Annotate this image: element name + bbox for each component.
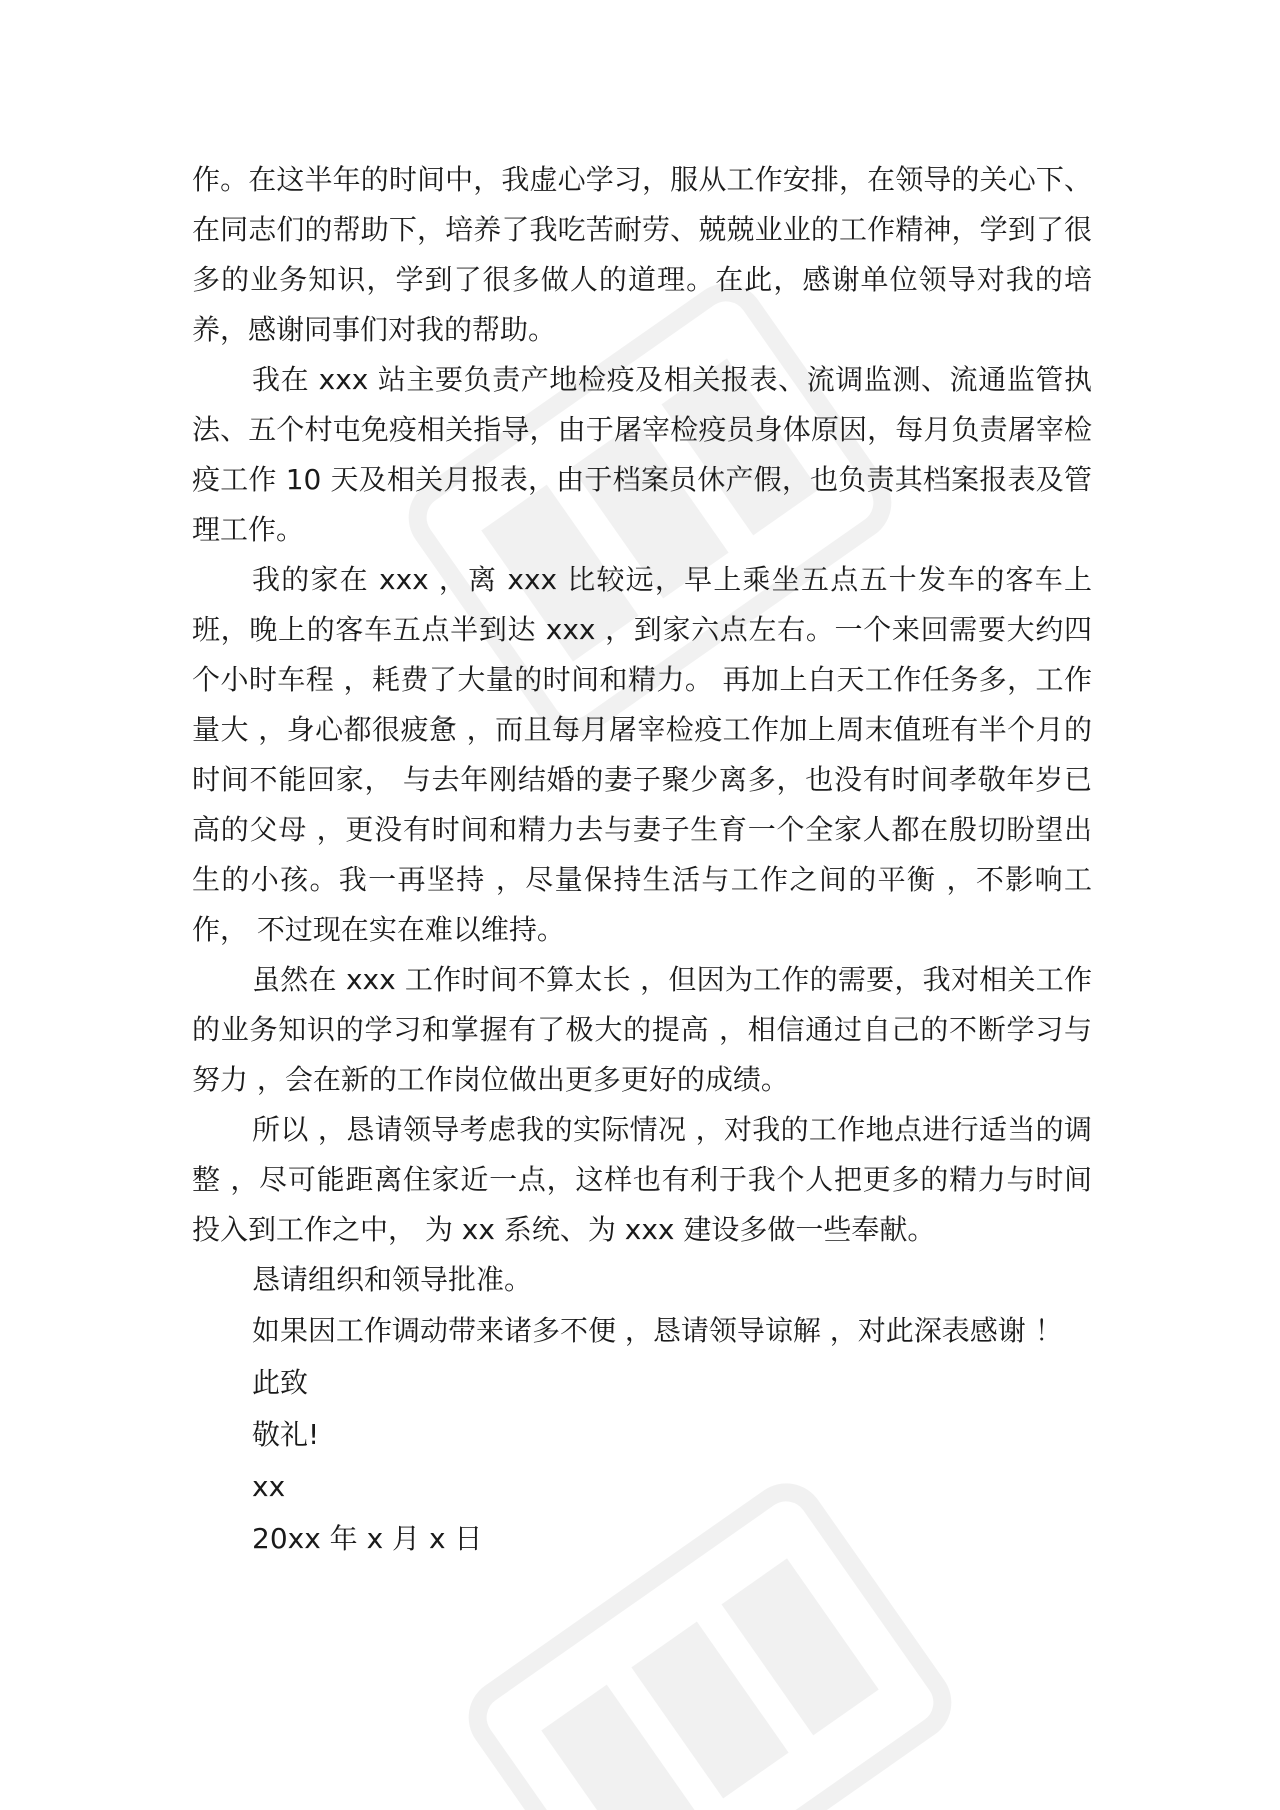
regards: 敬礼! [252, 1418, 320, 1451]
signature: xx [252, 1470, 286, 1503]
paragraph: 我的家在 xxx ，离 xxx 比较远，早上乘坐五点五十发车的客车上班，晚上的客车五点半到达 xxx ，到家六点左右。一个来回需要大约四个小时车程 ，耗费了大量的时间和精力。 再加上白天工作任务多，工作量大 ，身心都很疲惫 ，而且每月屠宰检疫工作加上周末值班有半个月的时间不能回家， 与去年刚结婚的妻子聚少离多，也没有时间孝敬年岁已高的父母 ，更没有时间和精力去与妻子生育一个全家人都在殷切盼望出生的小孩。我一再坚持 ，尽量保持生活与工作之间的平衡 ，不影响工作， 不过现在实在难以维持。 [192, 563, 1092, 946]
date-line: 20xx 年 x 月 x 日 [252, 1522, 483, 1555]
letter-body [192, 155, 1092, 1565]
paragraph: 我在 xxx 站主要负责产地检疫及相关报表、流调监测、流通监管执法、五个村屯免疫相关指导，由于屠宰检疫员身体原因，每月负责屠宰检疫工作 10 天及相关月报表，由于档案员休产假，也负责其档案报表及管理工作。 [192, 363, 1092, 546]
salutation: 此致 [252, 1366, 309, 1399]
request-line: 恳请组织和领导批准。 [252, 1263, 533, 1296]
paragraph: 虽然在 xxx 工作时间不算太长 ，但因为工作的需要，我对相关工作的业务知识的学习和掌握有了极大的提高 ，相信通过自己的不断学习与努力 ，会在新的工作岗位做出更多更好的成绩。 [192, 963, 1092, 1096]
apology-line: 如果因工作调动带来诸多不便 ，恳请领导谅解 ，对此深表感谢 ！ [252, 1314, 1063, 1347]
paragraph: 所以 ，恳请领导考虑我的实际情况 ，对我的工作地点进行适当的调整 ，尽可能距离住家近一点，这样也有利于我个人把更多的精力与时间投入到工作之中， 为 xx 系统、为 xxx 建设多做一些奉献。 [192, 1113, 1092, 1246]
paragraph: 作。在这半年的时间中，我虚心学习，服从工作安排，在领导的关心下、在同志们的帮助下，培养了我吃苦耐劳、兢兢业业的工作精神，学到了很多的业务知识，学到了很多做人的道理。在此，感谢单位领导对我的培养，感谢同事们对我的帮助。 [192, 163, 1092, 346]
